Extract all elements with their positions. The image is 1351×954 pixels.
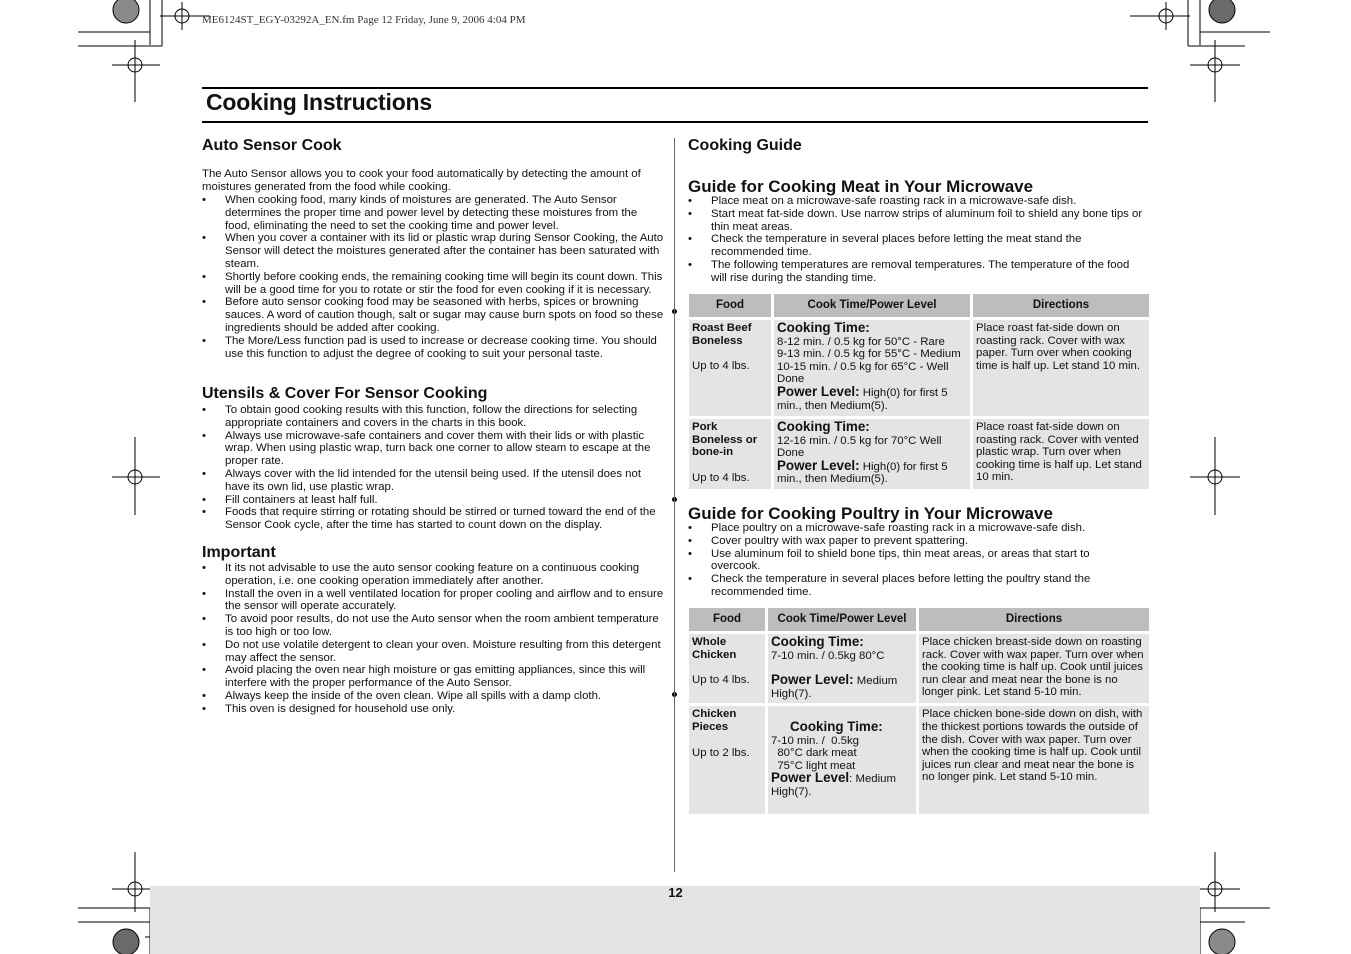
list-item: • Always use microwave-safe containers and cover them with their lids or with plastic wrap. When using plastic wrap, turn back one corner to allow steam to escape at the proper rate. xyxy=(202,430,664,468)
list-item: • Avoid placing the oven near high moisture or gas emitting appliances, since this will interfere with the proper performance of the Auto Sensor. xyxy=(202,664,664,690)
list-item: • When cooking food, many kinds of moistures are generated. The Auto Sensor determines the proper time and power level by detecting these moistures from the food, eliminating the need to set the cooking time and power level. xyxy=(202,194,664,232)
directions-cell: Place roast fat-side down on roasting rack. Cover with vented plastic wrap. Turn over when cooking time is half up. Let stand 10 min. xyxy=(973,419,1149,489)
list-item: • When you cover a container with its lid or plastic wrap during Sensor Cooking, the Auto Sensor will detect the moistures generated after the container has been saturated with steam. xyxy=(202,232,664,270)
table-header: Directions xyxy=(919,608,1149,631)
cook-time-cell xyxy=(774,419,970,489)
list-item: • Check the temperature in several places before letting the poultry stand the recommended time. xyxy=(688,573,1148,599)
food-name: Roast Beef Boneless xyxy=(692,322,752,347)
column-divider xyxy=(674,138,675,872)
power-level-label: Power Level: xyxy=(777,457,860,473)
cooking-time-line: 7-10 min. / 0.5kg 80°C xyxy=(771,649,885,662)
cooking-time-label: Cooking Time: xyxy=(790,718,883,734)
auto-sensor-list xyxy=(202,194,664,360)
food-name: Pork Boneless or bone-in xyxy=(692,421,758,459)
cooking-time-label: Cooking Time: xyxy=(777,419,870,434)
cooking-time-line: 8-12 min. / 0.5 kg for 50°C - Rare xyxy=(777,335,945,348)
food-cell xyxy=(689,419,771,489)
list-item: • Place poultry on a microwave-safe roasting rack in a microwave-safe dish. xyxy=(688,522,1148,535)
power-level-label: Power Level: xyxy=(777,383,860,399)
food-cell xyxy=(689,634,765,703)
power-level-text: High(0) for first 5 min., then Medium(5). xyxy=(777,386,948,412)
meat-table xyxy=(686,291,1152,492)
table-row xyxy=(689,320,1149,416)
list-item: • To obtain good cooking results with this function, follow the directions for selecting appropriate containers and covers in the charts in this book. xyxy=(202,404,664,430)
power-level-text: Medium High(7). xyxy=(771,675,898,700)
list-item: • Do not use volatile detergent to clean your oven. Moisture resulting from this detergent may affect the sensor. xyxy=(202,639,664,665)
cooking-time-line: 10-15 min. / 0.5 kg for 65°C - Well Done xyxy=(777,360,949,386)
table-header: Directions xyxy=(973,294,1149,317)
list-item: • This oven is designed for household use only. xyxy=(202,703,664,716)
directions-cell: Place chicken bone-side down on dish, with the thickest portions towards the outside of the dish. Cover with wax paper. Turn over when the cooking time is half up. Cook until juices run clear and meat near the bone is no longer pink. Let stand 5-10 min. xyxy=(919,706,1149,814)
meat-guide-list xyxy=(688,195,1148,285)
table-header: Cook Time/Power Level xyxy=(768,608,916,631)
food-cell xyxy=(689,706,765,814)
list-item: • Cover poultry with wax paper to prevent spattering. xyxy=(688,535,1148,548)
list-item: • Shortly before cooking ends, the remaining cooking time will begin its count down. This will be a good time for you to rotate or stir the food for even cooking if it is necessary. xyxy=(202,271,664,297)
list-item: • Start meat fat-side down. Use narrow strips of aluminum foil to shield any bone tips or thin meat areas. xyxy=(688,208,1148,234)
cooking-time-line: 12-16 min. / 0.5 kg for 70°C Well Done xyxy=(777,434,942,460)
list-item: • Always keep the inside of the oven clean. Wipe all spills with a damp cloth. xyxy=(202,690,664,703)
cooking-time-label: Cooking Time: xyxy=(771,634,864,649)
table-header: Food xyxy=(689,294,771,317)
table-header: Food xyxy=(689,608,765,631)
directions-cell: Place roast fat-side down on roasting rack. Cover with wax paper. Turn over when cooking time is half up. Let stand 10 min. xyxy=(973,320,1149,416)
file-header: ME6124ST_EGY-03292A_EN.fm Page 12 Friday, June 9, 2006 4:04 PM xyxy=(202,14,526,26)
food-weight: Up to 4 lbs. xyxy=(692,471,750,484)
important-list xyxy=(202,562,664,716)
power-level-label: Power Level: xyxy=(771,672,854,688)
table-row xyxy=(689,706,1149,814)
cooking-guide-heading: Cooking Guide xyxy=(688,137,802,154)
cooking-time-label: Cooking Time: xyxy=(777,320,870,335)
power-level-label: Power Level xyxy=(771,770,850,786)
cook-time-cell xyxy=(768,634,916,703)
page-title: Cooking Instructions xyxy=(206,89,433,115)
list-item: • Use aluminum foil to shield bone tips, thin meat areas, or areas that start to overcook. xyxy=(688,548,1148,574)
list-item: • To avoid poor results, do not use the Auto sensor when the room ambient temperature is too high or too low. xyxy=(202,613,664,639)
list-item: • Fill containers at least half full. xyxy=(202,494,664,507)
food-cell xyxy=(689,320,771,416)
cooking-time-line: 75°C light meat xyxy=(771,759,856,772)
utensils-heading: Utensils & Cover For Sensor Cooking xyxy=(202,385,488,402)
title-rule-bottom xyxy=(202,121,1148,123)
cooking-time-line: 80°C dark meat xyxy=(771,747,857,760)
food-weight: Up to 4 lbs. xyxy=(692,674,750,687)
page-number: 12 xyxy=(668,885,683,900)
food-weight: Up to 2 lbs. xyxy=(692,746,750,759)
list-item: • Before auto sensor cooking food may be seasoned with herbs, spices or browning sauces. A word of caution though, salt or sugar may cause burn spots on food so these ingredients should be added after cooking. xyxy=(202,296,664,334)
auto-sensor-intro: The Auto Sensor allows you to cook your food automatically by detecting the amount of moistures generated from the food while cooking. xyxy=(202,168,641,193)
utensils-list xyxy=(202,404,664,532)
list-item: • Always cover with the lid intended for the utensil being used. If the utensil does not have its own lid, use plastic wrap. xyxy=(202,468,664,494)
food-name: Chicken Pieces xyxy=(692,708,737,733)
directions-cell: Place chicken breast-side down on roasting rack. Cover with wax paper. Turn over when the cooking time is half up. Cook until juices run clear and meat near the bone is no longer pink. Let stand 5-10 min. xyxy=(919,634,1149,703)
cook-time-cell xyxy=(768,706,916,814)
important-heading: Important xyxy=(202,544,276,561)
table-row xyxy=(689,419,1149,489)
power-level-text: : Medium High(7). xyxy=(771,773,900,798)
list-item: • Place meat on a microwave-safe roasting rack in a microwave-safe dish. xyxy=(688,195,1148,208)
food-name: Whole Chicken xyxy=(692,636,737,661)
list-item: • Foods that require stirring or rotating should be stirred or turned toward the end of the Sensor Cook cycle, after the time has started to count down on the display. xyxy=(202,506,664,532)
cook-time-cell xyxy=(774,320,970,416)
list-item: • Install the oven in a well ventilated location for proper cooling and airflow and to ensure the sensor will operate accurately. xyxy=(202,588,664,614)
cooking-time-line: 7-10 min. / 0.5kg xyxy=(771,734,860,747)
power-level-text: High(0) for first 5 min., then Medium(5). xyxy=(777,460,948,486)
cooking-time-line: 9-13 min. / 0.5 kg for 55°C - Medium xyxy=(777,348,961,361)
auto-sensor-heading: Auto Sensor Cook xyxy=(202,137,342,154)
list-item: • The following temperatures are removal temperatures. The temperature of the food will rise during the standing time. xyxy=(688,259,1148,285)
poultry-guide-list xyxy=(688,522,1148,599)
table-row xyxy=(689,634,1149,703)
meat-guide-heading: Guide for Cooking Meat in Your Microwave xyxy=(688,177,1034,196)
list-item: • Check the temperature in several places before letting the meat stand the recommended time. xyxy=(688,233,1148,259)
poultry-table xyxy=(686,605,1152,817)
table-header: Cook Time/Power Level xyxy=(774,294,970,317)
list-item: • It its not advisable to use the auto sensor cooking feature on a continuous cooking operation, i.e. one cooking operation immediately after another. xyxy=(202,562,664,588)
list-item: • The More/Less function pad is used to increase or decrease cooking time. You should use this function to adjust the degree of cooking to suit your personal taste. xyxy=(202,335,664,361)
food-weight: Up to 4 lbs. xyxy=(692,360,750,373)
poultry-guide-heading: Guide for Cooking Poultry in Your Microwave xyxy=(688,504,1053,523)
